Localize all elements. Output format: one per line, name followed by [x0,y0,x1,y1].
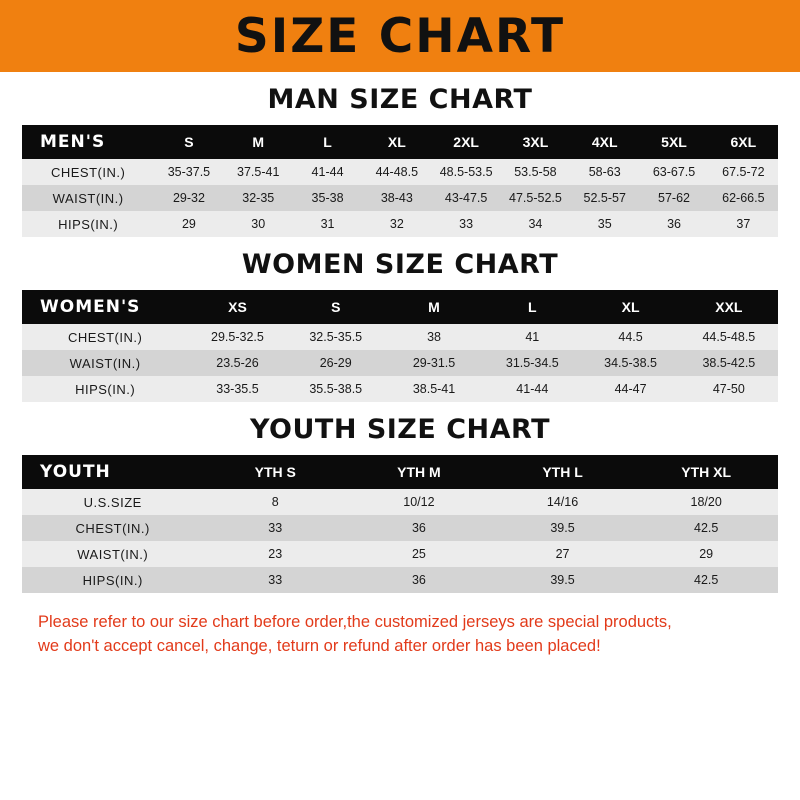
youth-table-body [22,489,778,593]
men-header-4xl: 4XL [591,134,618,150]
table-cell: 35-38 [311,191,344,205]
table-cell: 42.5 [694,573,719,587]
table-cell: 32.5-35.5 [309,330,363,344]
table-cell: 33 [268,521,283,535]
table-cell: 33-35.5 [216,382,259,396]
table-cell: 44-47 [614,382,647,396]
table-cell: 18/20 [690,495,722,509]
table-cell: 29.5-32.5 [211,330,264,344]
table-cell: 39.5 [550,573,575,587]
order-notice [22,611,778,659]
men-row-label-waist: WAIST(IN.) [52,190,124,206]
table-cell: 62-66.5 [722,191,765,205]
table-cell: 23.5-26 [216,356,259,370]
table-row [22,376,778,402]
section-women [22,249,778,402]
table-header-row [22,455,778,489]
notice-line-2: we don't accept cancel, change, teturn or refund after order has been placed! [38,636,601,655]
women-row-label-waist: WAIST(IN.) [69,355,141,371]
women-size-table [22,290,778,402]
table-cell: 43-47.5 [444,191,488,205]
table-cell: 48.5-53.5 [439,165,493,179]
men-header-l: L [323,134,332,150]
table-cell: 38-43 [380,191,413,205]
men-header-xl: XL [387,134,406,150]
table-row [22,324,778,350]
content-area [0,84,800,659]
table-cell: 26-29 [319,356,352,370]
table-cell: 41-44 [311,165,344,179]
table-cell: 31.5-34.5 [505,356,559,370]
table-cell: 33 [459,217,474,231]
table-cell: 37 [736,217,751,231]
men-header-3xl: 3XL [522,134,549,150]
table-cell: 67.5-72 [722,165,765,179]
table-cell: 47-50 [712,382,745,396]
youth-header-xl: YTH XL [681,464,732,480]
table-row [22,515,778,541]
youth-header-s: YTH S [254,464,296,480]
table-cell: 35 [597,217,612,231]
men-size-table [22,125,778,237]
women-header-s: S [331,299,341,315]
table-cell: 27 [555,547,570,561]
table-cell: 39.5 [550,521,575,535]
men-header-label: MEN'S [40,132,106,152]
women-row-label-hips: HIPS(IN.) [75,381,136,397]
youth-row-label-us-size: U.S.SIZE [83,494,142,510]
women-table-header [22,290,778,324]
table-cell: 57-62 [658,191,691,205]
men-row-label-chest: CHEST(IN.) [50,164,126,180]
youth-row-label-chest: CHEST(IN.) [75,520,150,536]
men-header-2xl: 2XL [453,134,479,150]
women-row-label-chest: CHEST(IN.) [67,329,143,345]
table-cell: 34 [528,217,543,231]
table-row [22,159,778,185]
table-row [22,350,778,376]
table-cell: 29 [699,547,714,561]
table-cell: 8 [271,495,279,509]
table-row [22,541,778,567]
table-cell: 44.5-48.5 [702,330,756,344]
table-cell: 36 [411,521,426,535]
youth-header-l: YTH L [542,464,583,480]
women-header-m: M [428,299,440,315]
table-cell: 29-32 [172,191,205,205]
men-header-5xl: 5XL [661,134,687,150]
table-cell: 38 [427,330,441,344]
table-cell: 63-67.5 [652,165,696,179]
youth-size-table [22,455,778,593]
table-row [22,567,778,593]
women-header-xl: XL [621,299,640,315]
table-cell: 37.5-41 [237,165,280,179]
men-header-6xl: 6XL [730,134,757,150]
table-row [22,489,778,515]
youth-row-label-hips: HIPS(IN.) [82,572,143,588]
men-row-label-hips: HIPS(IN.) [58,216,119,232]
table-cell: 35-37.5 [167,165,211,179]
table-header-row [22,125,778,159]
table-cell: 31 [320,217,335,231]
table-cell: 44.5 [618,330,643,344]
table-cell: 58-63 [588,165,621,179]
youth-header-label: YOUTH [40,462,111,482]
table-header-row [22,290,778,324]
table-cell: 35.5-38.5 [309,382,363,396]
notice-line-1: Please refer to our size chart before order,the customized jerseys are special products, [38,613,672,631]
table-cell: 53.5-58 [514,165,557,179]
men-table-body [22,159,778,237]
women-header-l: L [528,299,537,315]
table-cell: 32-35 [242,191,275,205]
youth-row-label-waist: WAIST(IN.) [77,546,149,562]
men-table-header [22,125,778,159]
women-header-xs: XS [228,299,247,315]
table-cell: 44-48.5 [375,165,419,179]
women-header-xxl: XXL [715,299,743,315]
table-cell: 42.5 [694,521,719,535]
youth-table-header [22,455,778,489]
table-cell: 33 [268,573,283,587]
table-cell: 38.5-41 [412,382,456,396]
table-cell: 30 [251,217,266,231]
table-cell: 23 [268,547,283,561]
section-title-women: WOMEN SIZE CHART [241,249,559,280]
table-cell: 14/16 [546,495,579,509]
table-cell: 29 [181,217,196,231]
men-header-s: S [184,134,194,150]
section-men [22,84,778,237]
table-cell: 36 [667,217,681,231]
table-row [22,211,778,237]
table-cell: 41 [525,330,540,344]
page-title: SIZE CHART [234,8,566,64]
table-cell: 41-44 [516,382,549,396]
men-header-m: M [252,134,265,150]
table-cell: 47.5-52.5 [509,191,562,205]
table-cell: 52.5-57 [583,191,626,205]
table-cell: 10/12 [403,495,435,509]
header-bar [0,0,800,72]
table-cell: 38.5-42.5 [702,356,756,370]
women-table-body [22,324,778,402]
women-header-label: WOMEN'S [40,297,141,317]
table-cell: 34.5-38.5 [604,356,657,370]
table-cell: 29-31.5 [412,356,456,370]
youth-header-m: YTH M [397,464,441,480]
section-title-youth: YOUTH SIZE CHART [249,414,551,445]
section-title-men: MAN SIZE CHART [267,84,533,115]
table-cell: 25 [411,547,426,561]
table-cell: 36 [411,573,426,587]
table-cell: 32 [389,217,404,231]
section-youth [22,414,778,593]
table-row [22,185,778,211]
